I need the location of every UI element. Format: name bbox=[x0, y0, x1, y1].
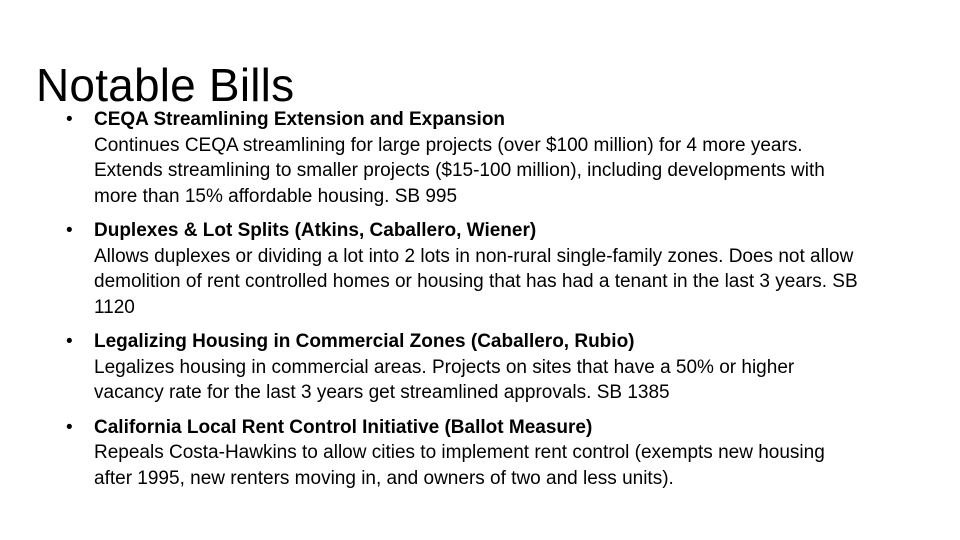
bullet-item-duplexes bbox=[66, 218, 866, 320]
bullet-body: Legalizes housing in commercial areas. Projects on sites that have a 50% or higher vacancy rate for the last 3 years get streamlined approvals. SB 1385 bbox=[94, 356, 795, 403]
bullet-item-ceqa bbox=[66, 107, 866, 209]
bullet-heading: Legalizing Housing in Commercial Zones (Caballero, Rubio) bbox=[94, 331, 635, 352]
bullet-icon: • bbox=[66, 331, 73, 352]
bullet-body: Repeals Costa-Hawkins to allow cities to implement rent control (exempts new housing after 1995, new renters moving in, and owners of two and less units). bbox=[94, 442, 825, 489]
bullet-body: Allows duplexes or dividing a lot into 2 lots in non-rural single-family zones. Does not allow demolition of rent controlled homes or housing that has had a tenant in the last 3 years. SB 1120 bbox=[94, 245, 858, 318]
slide-title: Notable Bills bbox=[36, 58, 295, 111]
bullet-heading: CEQA Streamlining Extension and Expansion bbox=[94, 109, 506, 130]
bullet-item-rent-control bbox=[66, 415, 866, 492]
bullet-list bbox=[66, 107, 866, 500]
bullet-icon: • bbox=[66, 109, 73, 130]
bullet-body: Continues CEQA streamlining for large projects (over $100 million) for 4 more years. Extends streamlining to smaller projects ($15-100 million), including developments with more than 15% affordable housing. SB 995 bbox=[94, 134, 825, 207]
bullet-icon: • bbox=[66, 220, 73, 241]
bullet-heading: California Local Rent Control Initiative (Ballot Measure) bbox=[94, 416, 593, 438]
bullet-item-commercial-zones bbox=[66, 329, 866, 406]
bullet-icon: • bbox=[66, 416, 73, 438]
bullet-heading: Duplexes & Lot Splits (Atkins, Caballero, Wiener) bbox=[94, 220, 537, 241]
